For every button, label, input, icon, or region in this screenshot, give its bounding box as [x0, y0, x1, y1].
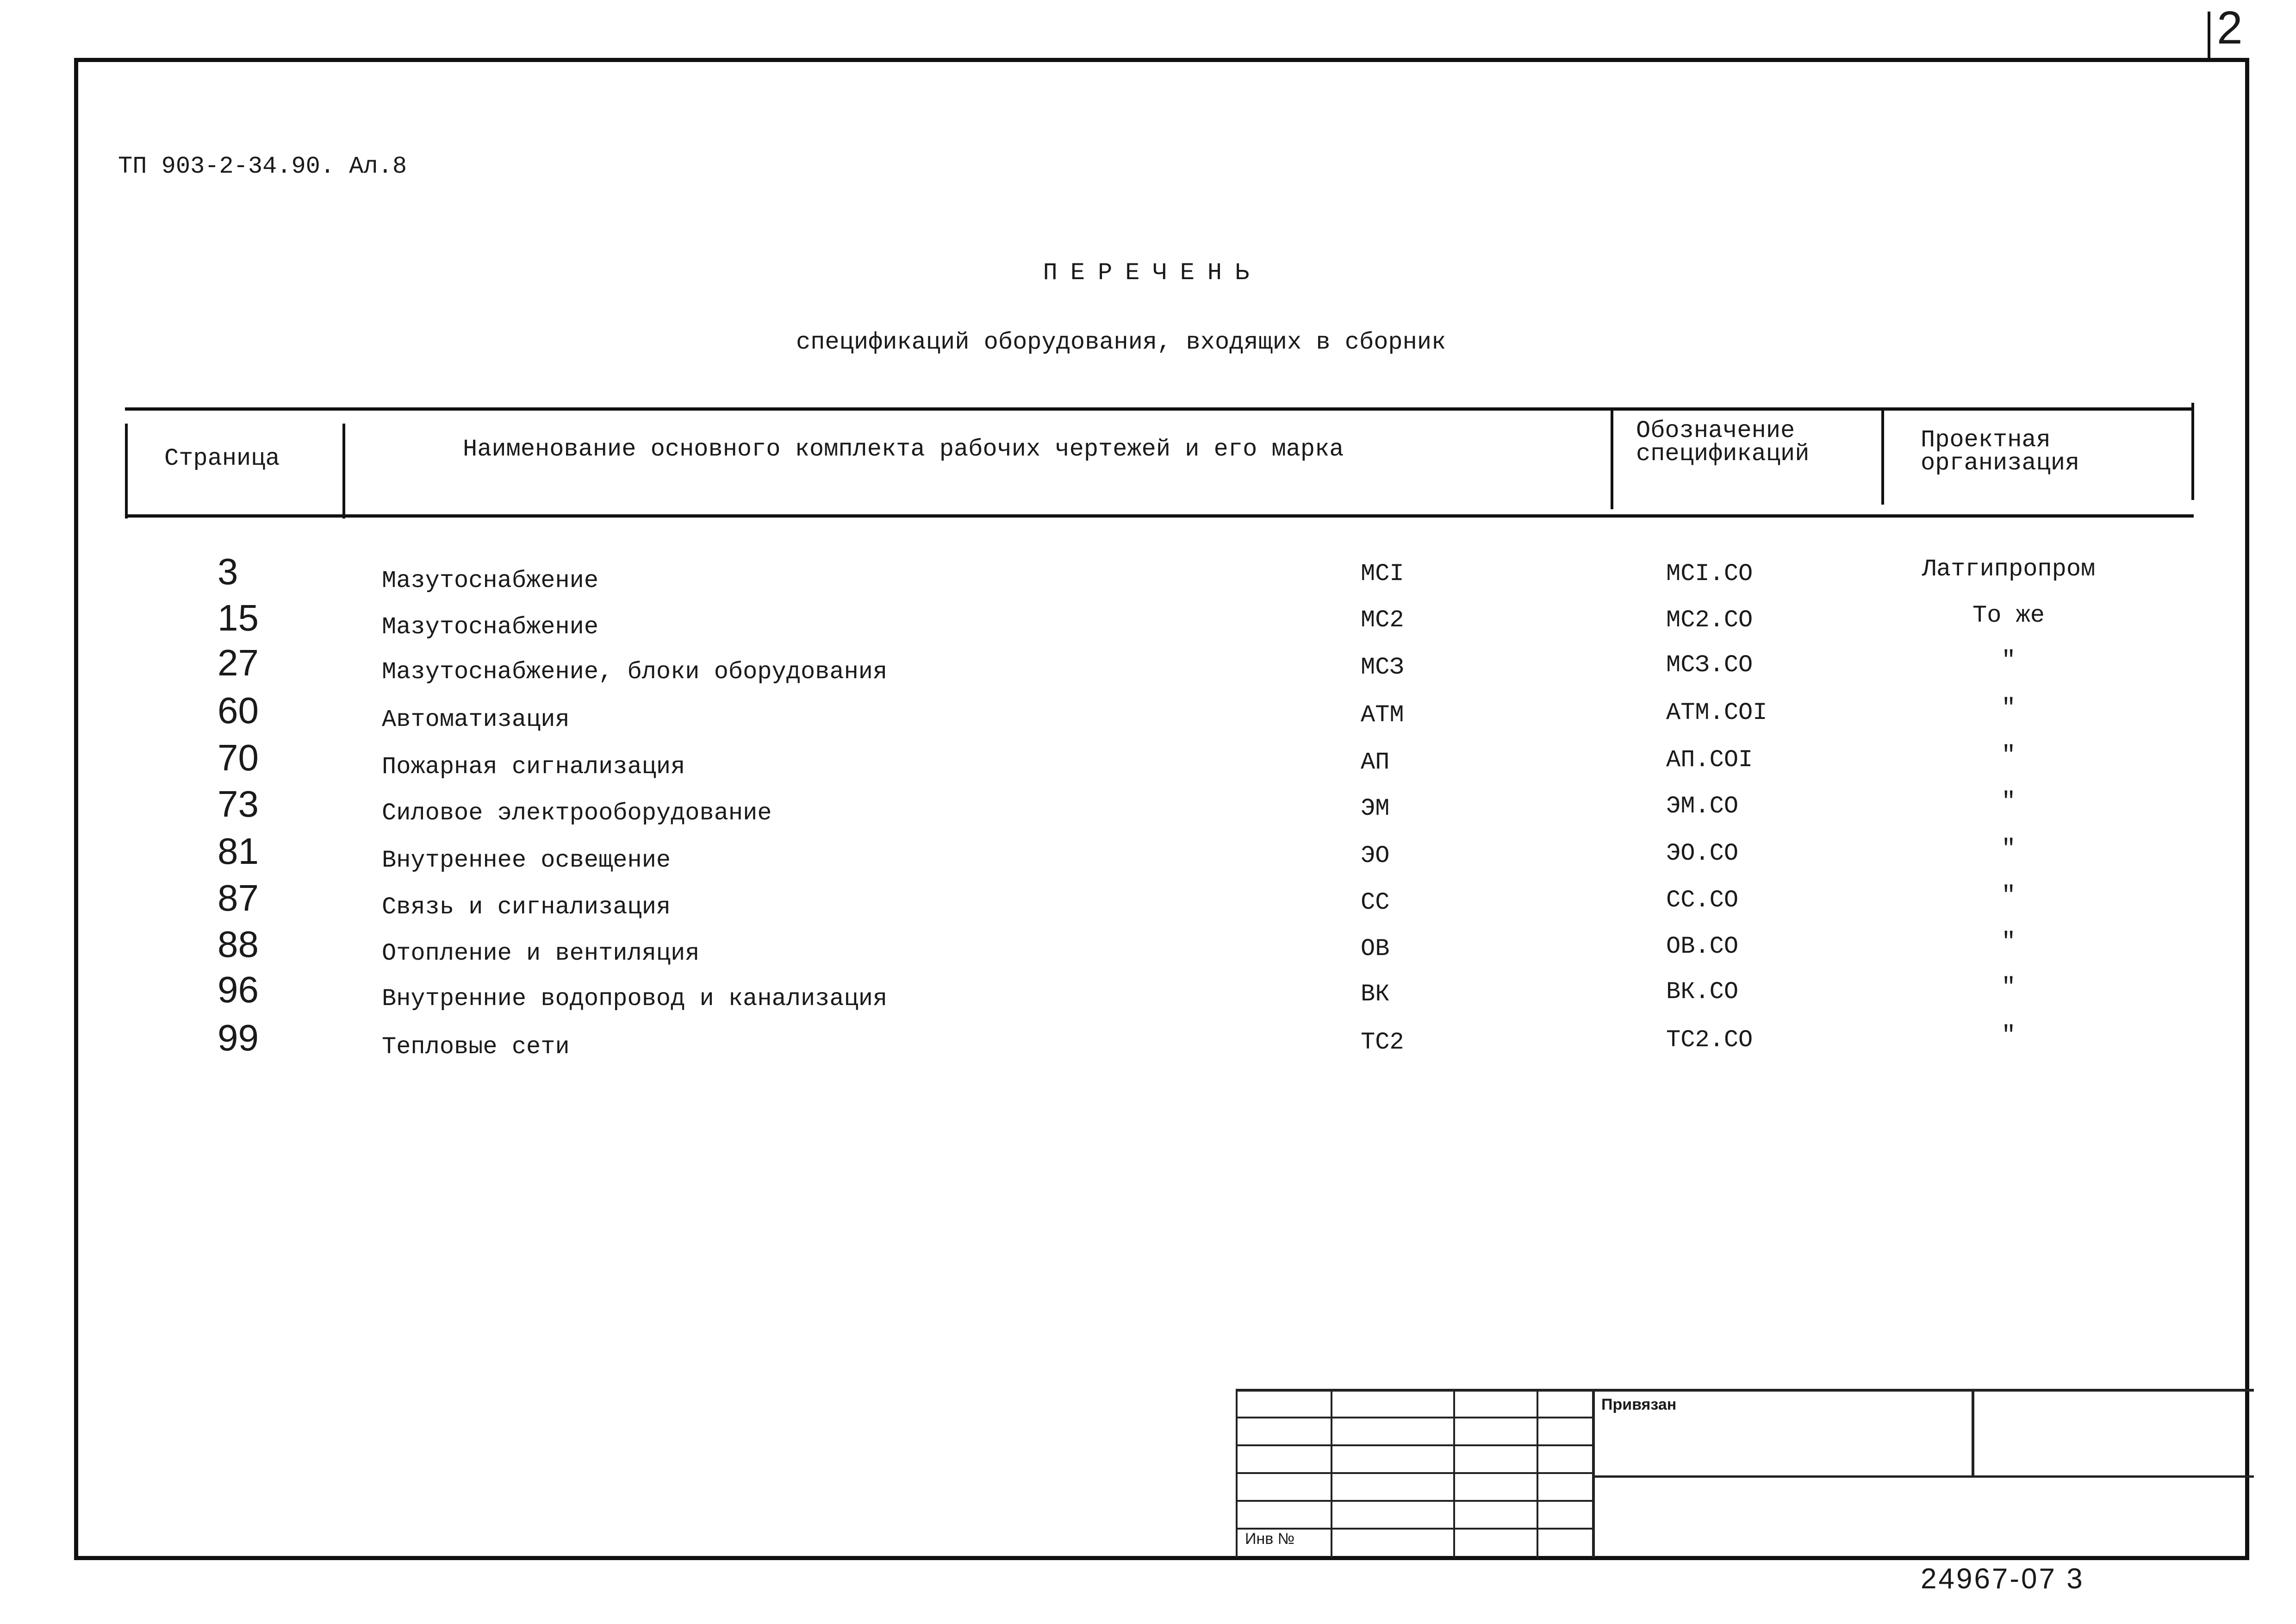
row-mark: ОВ: [1361, 935, 1390, 962]
header-spec-line1: Обозначение: [1636, 417, 1795, 444]
row-mark: МСЗ: [1361, 654, 1404, 681]
row-mark: АТМ: [1361, 701, 1404, 729]
row-name: Мазутоснабжение: [382, 613, 599, 641]
stamp-grid: [1236, 1444, 1594, 1446]
stamp-grid: [1236, 1500, 1594, 1502]
row-spec: АТМ.СОI: [1666, 699, 1767, 726]
page-title: ПЕРЕЧЕНЬ: [1043, 259, 1263, 287]
row-name: Силовое электрооборудование: [382, 800, 772, 827]
sheet-number: 2: [2217, 2, 2243, 54]
row-page: 99: [218, 1017, 259, 1058]
row-spec: ВК.СО: [1666, 978, 1739, 1006]
stamp-grid: [1236, 1417, 1594, 1418]
header-name: Наименование основного комплекта рабочих чертежей и его марка: [463, 436, 1344, 463]
row-org: ": [2001, 835, 2016, 862]
row-mark: ЭО: [1361, 842, 1390, 869]
row-name: Связь и сигнализация: [382, 893, 671, 921]
row-name: Мазутоснабжение, блоки оборудования: [382, 658, 888, 686]
row-name: Автоматизация: [382, 706, 570, 733]
row-spec: ЭО.СО: [1666, 840, 1739, 867]
row-spec: МСI.СО: [1666, 560, 1753, 587]
row-org: То же: [1972, 602, 2045, 629]
stamp-grid: [1592, 1475, 2254, 1478]
sheet-number-bar: [2208, 12, 2210, 58]
header-divider: [1611, 407, 1613, 509]
header-spec-line2: спецификаций: [1636, 440, 1810, 468]
row-spec: ОВ.СО: [1666, 933, 1739, 960]
row-spec: ТС2.СО: [1666, 1026, 1753, 1054]
header-org-line1: Проектная: [1921, 426, 2051, 454]
row-name: Пожарная сигнализация: [382, 753, 685, 781]
row-page: 27: [218, 642, 259, 683]
header-page: Страница: [164, 445, 280, 472]
row-page: 96: [218, 969, 259, 1010]
row-org: ": [2001, 974, 2016, 1001]
row-spec: АП.СОI: [1666, 746, 1753, 774]
row-name: Мазутоснабжение: [382, 567, 599, 594]
row-page: 15: [218, 597, 259, 638]
stamp-block: [1236, 1389, 2254, 1562]
row-org: ": [2001, 647, 2016, 674]
page-subtitle: спецификаций оборудования, входящих в сборник: [796, 329, 1446, 356]
row-mark: СС: [1361, 889, 1390, 916]
row-mark: МСI: [1361, 560, 1404, 587]
row-page: 73: [218, 783, 259, 824]
stamp-grid: [1236, 1472, 1594, 1474]
row-org: ": [2001, 882, 2016, 909]
row-name: Отопление и вентиляция: [382, 940, 700, 967]
table-row: [0, 783, 2296, 841]
header-org-line2: организация: [1921, 450, 2080, 477]
row-name: Внутреннее освещение: [382, 847, 671, 874]
row-page: 60: [218, 690, 259, 731]
row-mark: ЭМ: [1361, 795, 1390, 822]
row-spec: МС2.СО: [1666, 606, 1753, 634]
table-row: [0, 642, 2296, 700]
header-divider: [1881, 407, 1884, 505]
inventory-number-label: Инв №: [1245, 1530, 1295, 1548]
attached-label: Привязан: [1601, 1396, 1677, 1413]
row-org: Латгипропром: [1922, 556, 2096, 583]
row-page: 81: [218, 831, 259, 872]
row-org: ": [2001, 788, 2016, 815]
stamp-border: [1236, 1389, 2254, 1392]
header-divider: [342, 424, 345, 518]
row-mark: МС2: [1361, 606, 1404, 634]
header-divider: [2191, 403, 2194, 500]
row-spec: ЭМ.СО: [1666, 793, 1739, 820]
row-page: 3: [218, 551, 238, 592]
row-org: ": [2001, 1022, 2016, 1049]
row-page: 88: [218, 924, 259, 965]
row-org: ": [2001, 694, 2016, 722]
stamp-grid: [1236, 1528, 1594, 1530]
header-divider: [125, 424, 128, 518]
row-org: ": [2001, 928, 2016, 956]
row-spec: СС.СО: [1666, 887, 1739, 914]
row-spec: МСЗ.СО: [1666, 651, 1753, 679]
row-name: Внутренние водопровод и канализация: [382, 985, 888, 1012]
row-mark: ВК: [1361, 981, 1390, 1008]
row-mark: АП: [1361, 749, 1390, 776]
table-row: [0, 831, 2296, 888]
row-name: Тепловые сети: [382, 1033, 570, 1061]
stamp-grid: [1972, 1389, 1974, 1477]
row-mark: ТС2: [1361, 1029, 1404, 1056]
table-row: [0, 690, 2296, 748]
row-page: 87: [218, 877, 259, 918]
table-row: [0, 1017, 2296, 1075]
row-org: ": [2001, 742, 2016, 769]
footer-code: 24967-07 3: [1921, 1563, 2084, 1595]
table-row: [0, 969, 2296, 1027]
row-page: 70: [218, 737, 259, 778]
document-code: ТП 903-2-34.90. Ал.8: [118, 153, 407, 180]
